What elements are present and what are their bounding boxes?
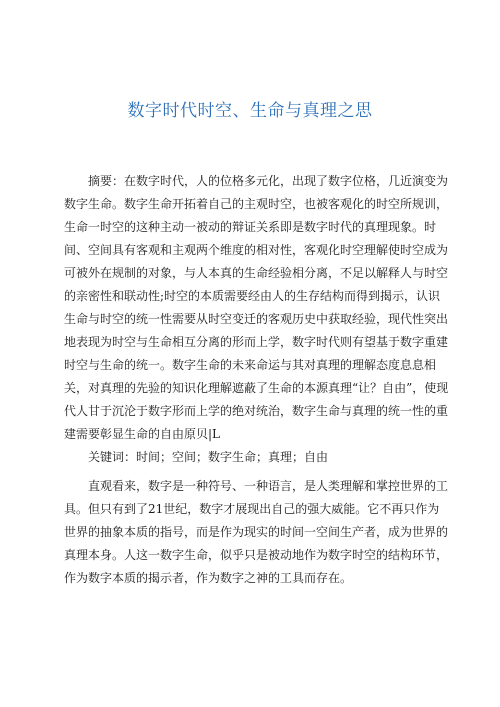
abstract-paragraph: 摘要：在数字时代，人的位格多元化，出现了数字位格，几近演变为数字生命。数字生命开拓着自己的主观时空，也被客观化的时空所规训，生命一时空的这种主动一被动的辩证关系即是数字时代的真理现象。时间、空间具有客观和主观两个维度的相对性，客观化时空理解使时空成为可被外在规制的对象，与人本真的生命经验相分离，不足以解释人与时空的亲密性和联动性;时空的本质需要经由人的生存结构而得到揭示，认识生命与时空的统一性需要从时空变迁的客观历史中获取经验，现代性突出地表现为时空与生命相互分离的形而上学，数字时代则有望基于数字重建时空与生命的统一。数字生命的未来命运与其对真理的理解态度息息相关，对真理的先验的知识化理解遮蔽了生命的本源真理“让？自由”，使现代人甘于沉沦于数字形而上学的绝对统治，数字生命与真理的统一性的重建需要彰显生命的自由原贝|L — [64, 174, 449, 441]
main-text-block — [64, 475, 450, 590]
document-title: 数字时代时空、生命与真理之思 — [127, 101, 373, 121]
abstract-block — [64, 170, 450, 469]
body-paragraph: 直观看来，数字是一种符号、一种语言，是人类理解和掌控世界的工具。但只有到了21世纪，数字才展现出自己的强大威能。它不再只作为世界的抽象本质的指号，而是作为现实的时间一空间生产者，成为世界的真理本身。人这一数字生命，似乎只是被动地作为数字时空的结构环节，作为数字本质的揭示者，作为数字之神的工具而存在。 — [64, 479, 449, 585]
keywords-line: 关键词：时间；空间；数字生命；真理；自由 — [88, 450, 329, 464]
